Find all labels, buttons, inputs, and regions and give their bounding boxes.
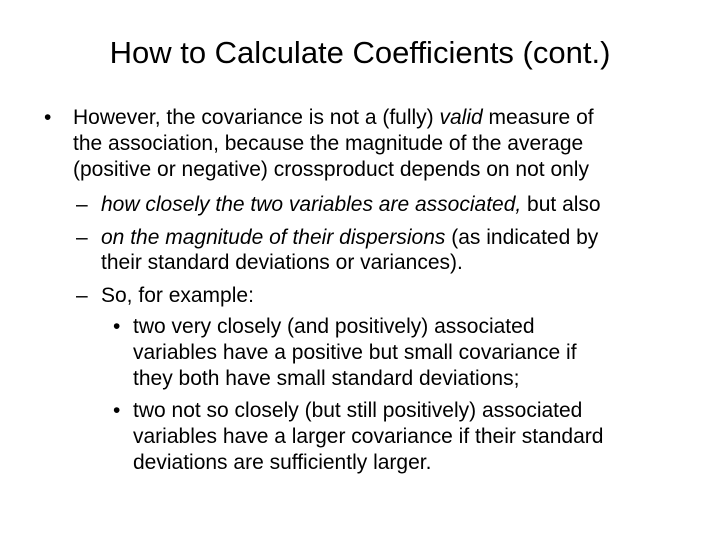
sub-bullet-2-text: (as indicated by: [445, 226, 599, 249]
dash-marker: –: [76, 193, 88, 216]
bullet-marker: •: [113, 399, 121, 422]
sub-sub-bullet-1-line-2: variables have a positive but small covariance if: [133, 341, 577, 364]
bullet-1-line-2: the association, because the magnitude of the average: [73, 132, 584, 155]
slide-title: How to Calculate Coefficients (cont.): [109, 35, 611, 70]
bullet-marker: •: [113, 315, 121, 338]
bullet-1-emphasis: valid: [439, 106, 483, 129]
sub-bullet-1-text: but also: [521, 193, 601, 216]
bullet-1-line-1: [73, 106, 594, 130]
dash-marker: –: [76, 226, 88, 249]
dash-marker: –: [76, 284, 88, 307]
sub-sub-bullet-2-line-1: two not so closely (but still positively) associated: [133, 399, 583, 422]
bullet-1-text-post: measure of: [482, 106, 594, 129]
sub-bullet-1: [101, 193, 601, 217]
bullet-1-line-3: (positive or negative) crossproduct depends on not only: [73, 158, 589, 181]
sub-bullet-2-emphasis: on the magnitude of their dispersions: [101, 226, 446, 249]
sub-sub-bullet-1-line-3: they both have small standard deviations;: [133, 367, 520, 390]
sub-bullet-2-line-1: [101, 226, 598, 250]
sub-sub-bullet-2-line-2: variables have a larger covariance if their standard: [133, 425, 604, 448]
bullet-marker: •: [44, 106, 52, 129]
sub-bullet-3: So, for example:: [101, 284, 254, 307]
bullet-1-text-pre: However, the covariance is not a (fully): [73, 106, 440, 129]
sub-bullet-1-emphasis: how closely the two variables are associated,: [101, 193, 522, 216]
sub-sub-bullet-1-line-1: two very closely (and positively) associated: [133, 315, 535, 338]
sub-sub-bullet-2-line-3: deviations are sufficiently larger.: [133, 451, 432, 474]
sub-bullet-2-line-2: their standard deviations or variances).: [101, 251, 463, 274]
